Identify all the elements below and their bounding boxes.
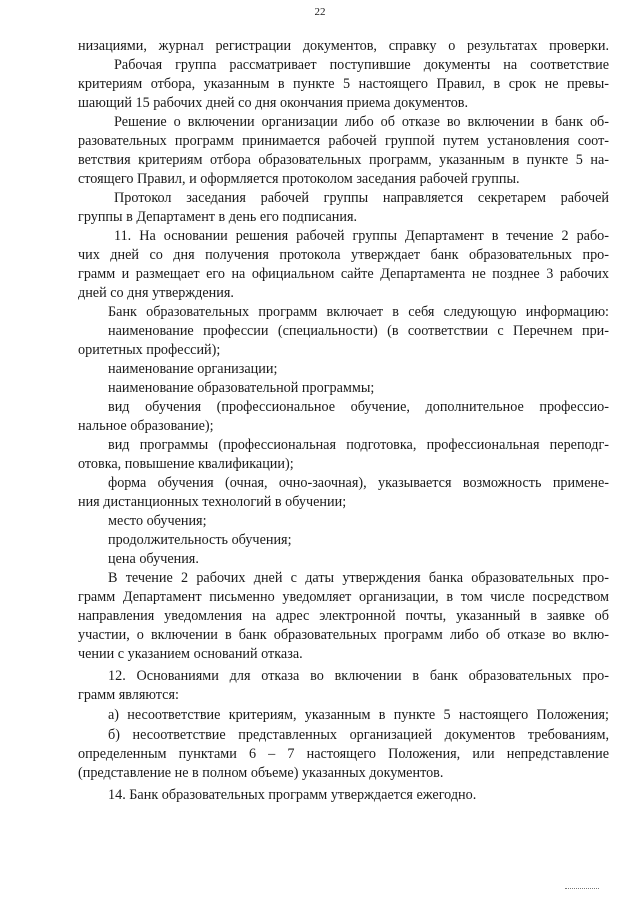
- text-line: вид обучения (профессиональное обучение, дополнительное профессио-: [108, 399, 609, 415]
- text-line: ния дистанционных технологий в обучении;: [78, 494, 347, 510]
- text-line: направления уведомления на адрес электронной почты, указанный в заявке об: [78, 608, 609, 624]
- text-line: наименование профессии (специальности) (в соответствии с Перечнем при-: [108, 323, 609, 339]
- text-line: 12. Основаниями для отказа во включении в банк образовательных про-: [108, 668, 609, 684]
- text-line: цена обучения.: [108, 551, 199, 567]
- text-line: стоящего Правил, и оформляется протоколом заседания рабочей группы.: [78, 171, 520, 187]
- page-number: 22: [314, 6, 326, 18]
- text-line: грамм являются:: [78, 687, 179, 703]
- text-line: Рабочая группа рассматривает поступившие документы на соответствие: [114, 57, 609, 73]
- text-line: грамм Департамент письменно уведомляет организации, в том числе посредством: [78, 589, 609, 605]
- text-line: определенным пунктами 6 – 7 настоящего Положения, или непредставление: [78, 746, 609, 762]
- text-line: место обучения;: [108, 513, 207, 529]
- text-line: группы в Департамент в день его подписания.: [78, 209, 358, 225]
- text-line: продолжительность обучения;: [108, 532, 292, 548]
- text-line: В течение 2 рабочих дней с даты утверждения банка образовательных про-: [108, 570, 609, 586]
- text-line: отовка, повышение квалификации);: [78, 456, 294, 472]
- text-line: (представление не в полном объеме) указанных документов.: [78, 765, 444, 781]
- text-line: вид программы (профессиональная подготовка, профессиональная переподг-: [108, 437, 609, 453]
- text-line: чих дней со дня получения протокола утверждает банк образовательных про-: [78, 247, 609, 263]
- text-line: оритетных профессий);: [78, 342, 221, 358]
- text-line: грамм и размещает его на официальном сайте Департамента не позднее 3 рабочих: [78, 266, 609, 282]
- text-line: а) несоответствие критериям, указанным в пункте 5 настоящего Положения;: [108, 707, 609, 723]
- text-line: Протокол заседания рабочей группы направляется секретарем рабочей: [114, 190, 609, 206]
- text-line: разовательных программ принимается рабочей группой путем установления соот-: [78, 133, 609, 149]
- scan-artifact: [565, 888, 599, 892]
- text-line: дней со дня утверждения.: [78, 285, 234, 301]
- text-line: критериям отбора, указанным в пункте 5 настоящего Правил, в срок не превы-: [78, 76, 609, 92]
- text-line: наименование организации;: [108, 361, 278, 377]
- text-line: Банк образовательных программ включает в себя следующую информацию:: [108, 304, 609, 320]
- text-line: нальное образование);: [78, 418, 214, 434]
- text-line: участии, о включении в банк образовательных программ либо об отказе во вклю-: [78, 627, 609, 643]
- text-line: б) несоответствие представленных организацией документов требованиям,: [108, 727, 609, 743]
- text-line: 14. Банк образовательных программ утверждается ежегодно.: [108, 787, 477, 803]
- text-line: ветствия критериям отбора образовательных программ, указанным в пункте 5 на-: [78, 152, 609, 168]
- text-line: Решение о включении организации либо об отказе во включении в банк об-: [114, 114, 609, 130]
- text-line: низациями, журнал регистрации документов, справку о результатах проверки.: [78, 38, 609, 54]
- text-line: 11. На основании решения рабочей группы Департамент в течение 2 рабо-: [114, 228, 609, 244]
- text-line: наименование образовательной программы;: [108, 380, 375, 396]
- text-line: форма обучения (очная, очно-заочная), указывается возможность примене-: [108, 475, 609, 491]
- text-line: шающий 15 рабочих дней со дня окончания приема документов.: [78, 95, 469, 111]
- text-line: чении с указанием оснований отказа.: [78, 646, 303, 662]
